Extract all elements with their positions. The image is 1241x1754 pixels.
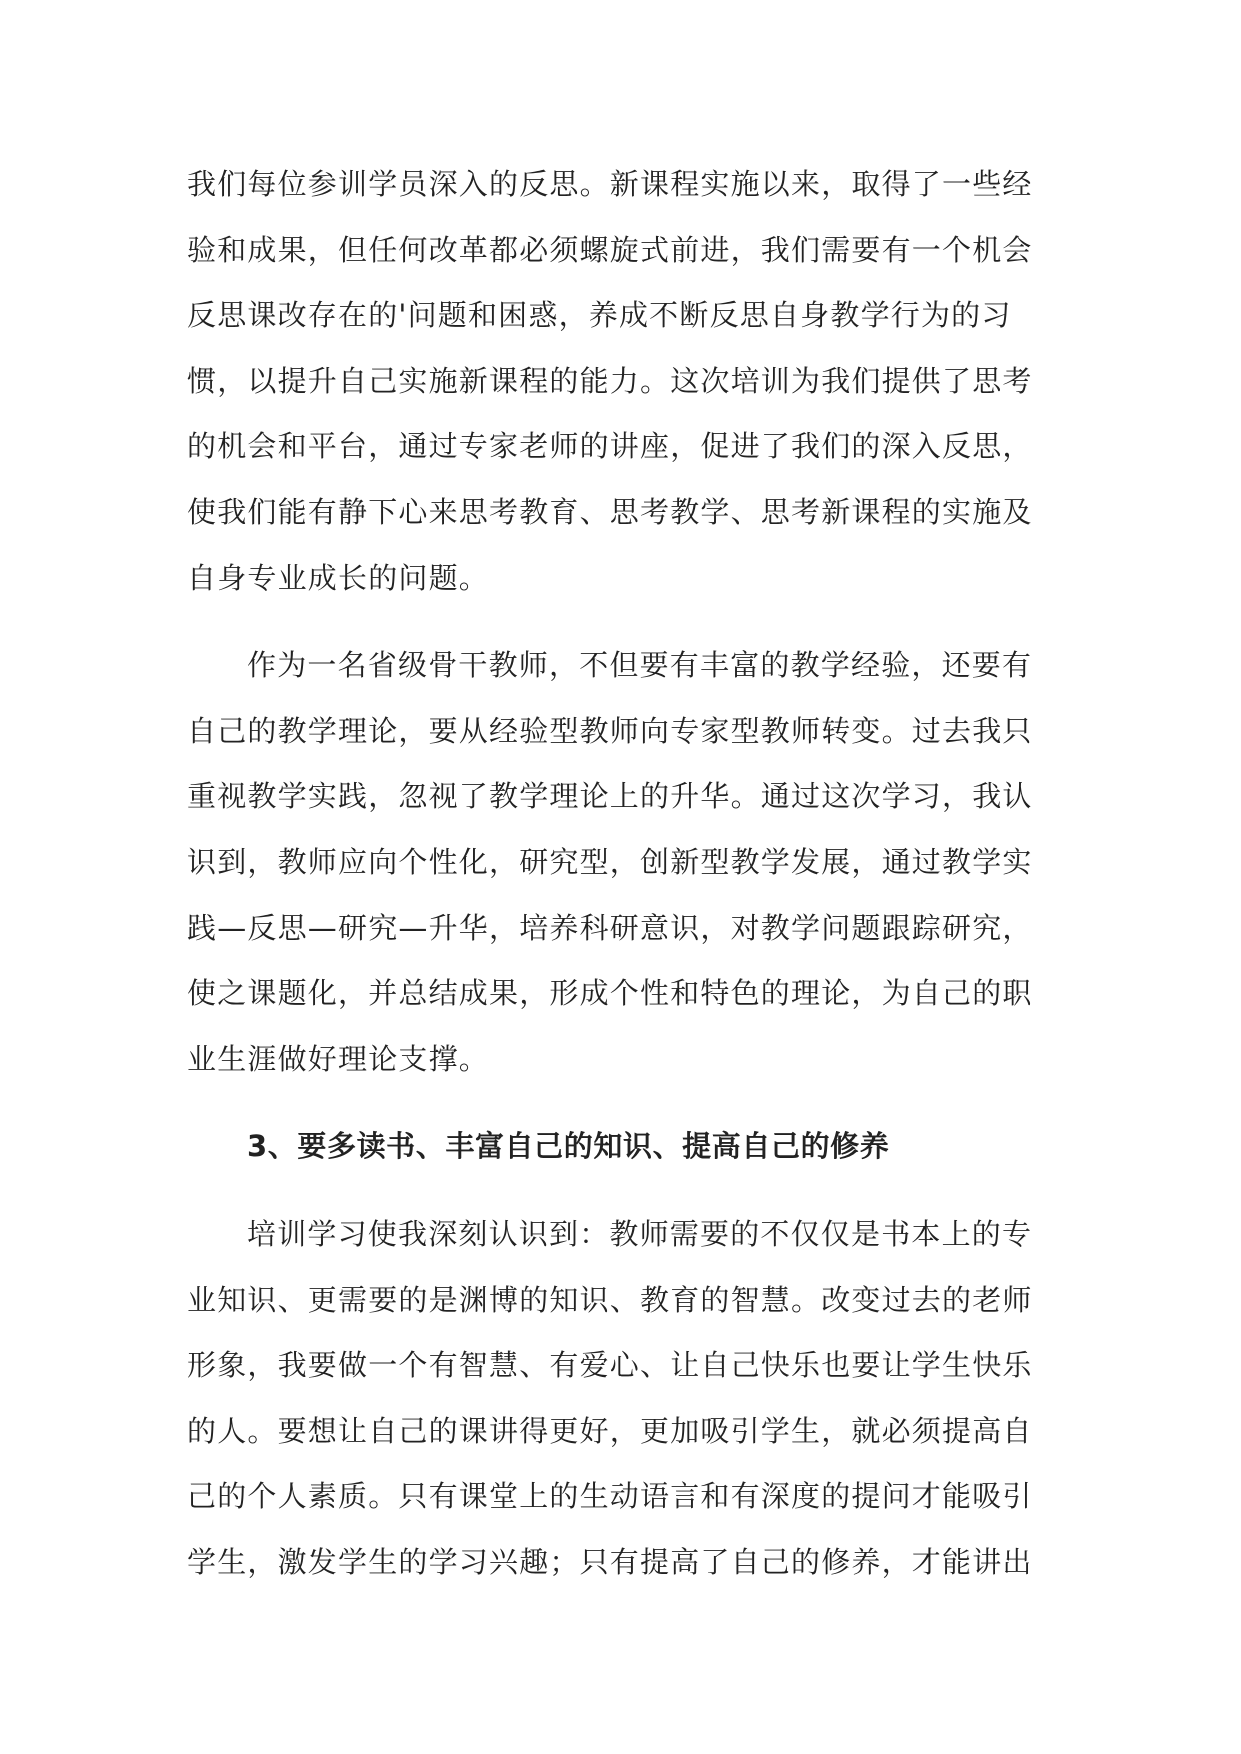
- paragraph-line: 学生，激发学生的学习兴趣；只有提高了自己的修养，才能讲出: [187, 1544, 1033, 1579]
- paragraph-line: 形象，我要做一个有智慧、有爱心、让自己快乐也要让学生快乐: [187, 1348, 1033, 1383]
- paragraph-line: 作为一名省级骨干教师，不但要有丰富的教学经验，还要有: [247, 648, 1033, 683]
- paragraph-line: 我们每位参训学员深入的反思。新课程实施以来，取得了一些经: [187, 167, 1033, 201]
- paragraph-backbone-teacher: [187, 633, 1087, 1092]
- paragraph-line: 践—反思—研究—升华，培养科研意识，对教学问题跟踪研究，: [187, 910, 1033, 945]
- section-heading: 3、要多读书、丰富自己的知识、提高自己的修养: [247, 1129, 890, 1164]
- paragraph-line: 识到，教师应向个性化，研究型，创新型教学发展，通过教学实: [187, 844, 1033, 879]
- document-body: [187, 152, 1087, 1595]
- paragraph-line: 己的个人素质。只有课堂上的生动语言和有深度的提问才能吸引: [187, 1479, 1033, 1514]
- paragraph-line: 重视教学实践，忽视了教学理论上的升华。通过这次学习，我认: [187, 779, 1033, 814]
- paragraph-spacer: [187, 1092, 1087, 1114]
- paragraph-line: 自身专业成长的问题。: [187, 560, 490, 595]
- paragraph-line: 使之课题化，并总结成果，形成个性和特色的理论，为自己的职: [187, 976, 1033, 1011]
- paragraph-spacer: [187, 611, 1087, 633]
- paragraph-line: 培训学习使我深刻认识到：教师需要的不仅仅是书本上的专: [247, 1216, 1033, 1251]
- paragraph-line: 惯，以提升自己实施新课程的能力。这次培训为我们提供了思考: [187, 363, 1033, 398]
- paragraph-reflection: [187, 152, 1087, 611]
- paragraph-line: 的人。要想让自己的课讲得更好，更加吸引学生，就必须提高自: [187, 1413, 1033, 1448]
- paragraph-line: 验和成果，但任何改革都必须螺旋式前进，我们需要有一个机会: [187, 232, 1033, 267]
- paragraph-spacer: [187, 1180, 1087, 1202]
- paragraph-line: 使我们能有静下心来思考教育、思考教学、思考新课程的实施及: [187, 494, 1033, 529]
- paragraph-line: 自己的教学理论，要从经验型教师向专家型教师转变。过去我只: [187, 713, 1033, 748]
- paragraph-line: 反思课改存在的'问题和困惑，养成不断反思自身教学行为的习: [187, 298, 1012, 333]
- paragraph-line: 业生涯做好理论支撑。: [187, 1041, 490, 1076]
- paragraph-line: 业知识、更需要的是渊博的知识、教育的智慧。改变过去的老师: [187, 1282, 1033, 1317]
- paragraph-reading: [187, 1202, 1087, 1596]
- paragraph-line: 的机会和平台，通过专家老师的讲座，促进了我们的深入反思，: [187, 429, 1033, 464]
